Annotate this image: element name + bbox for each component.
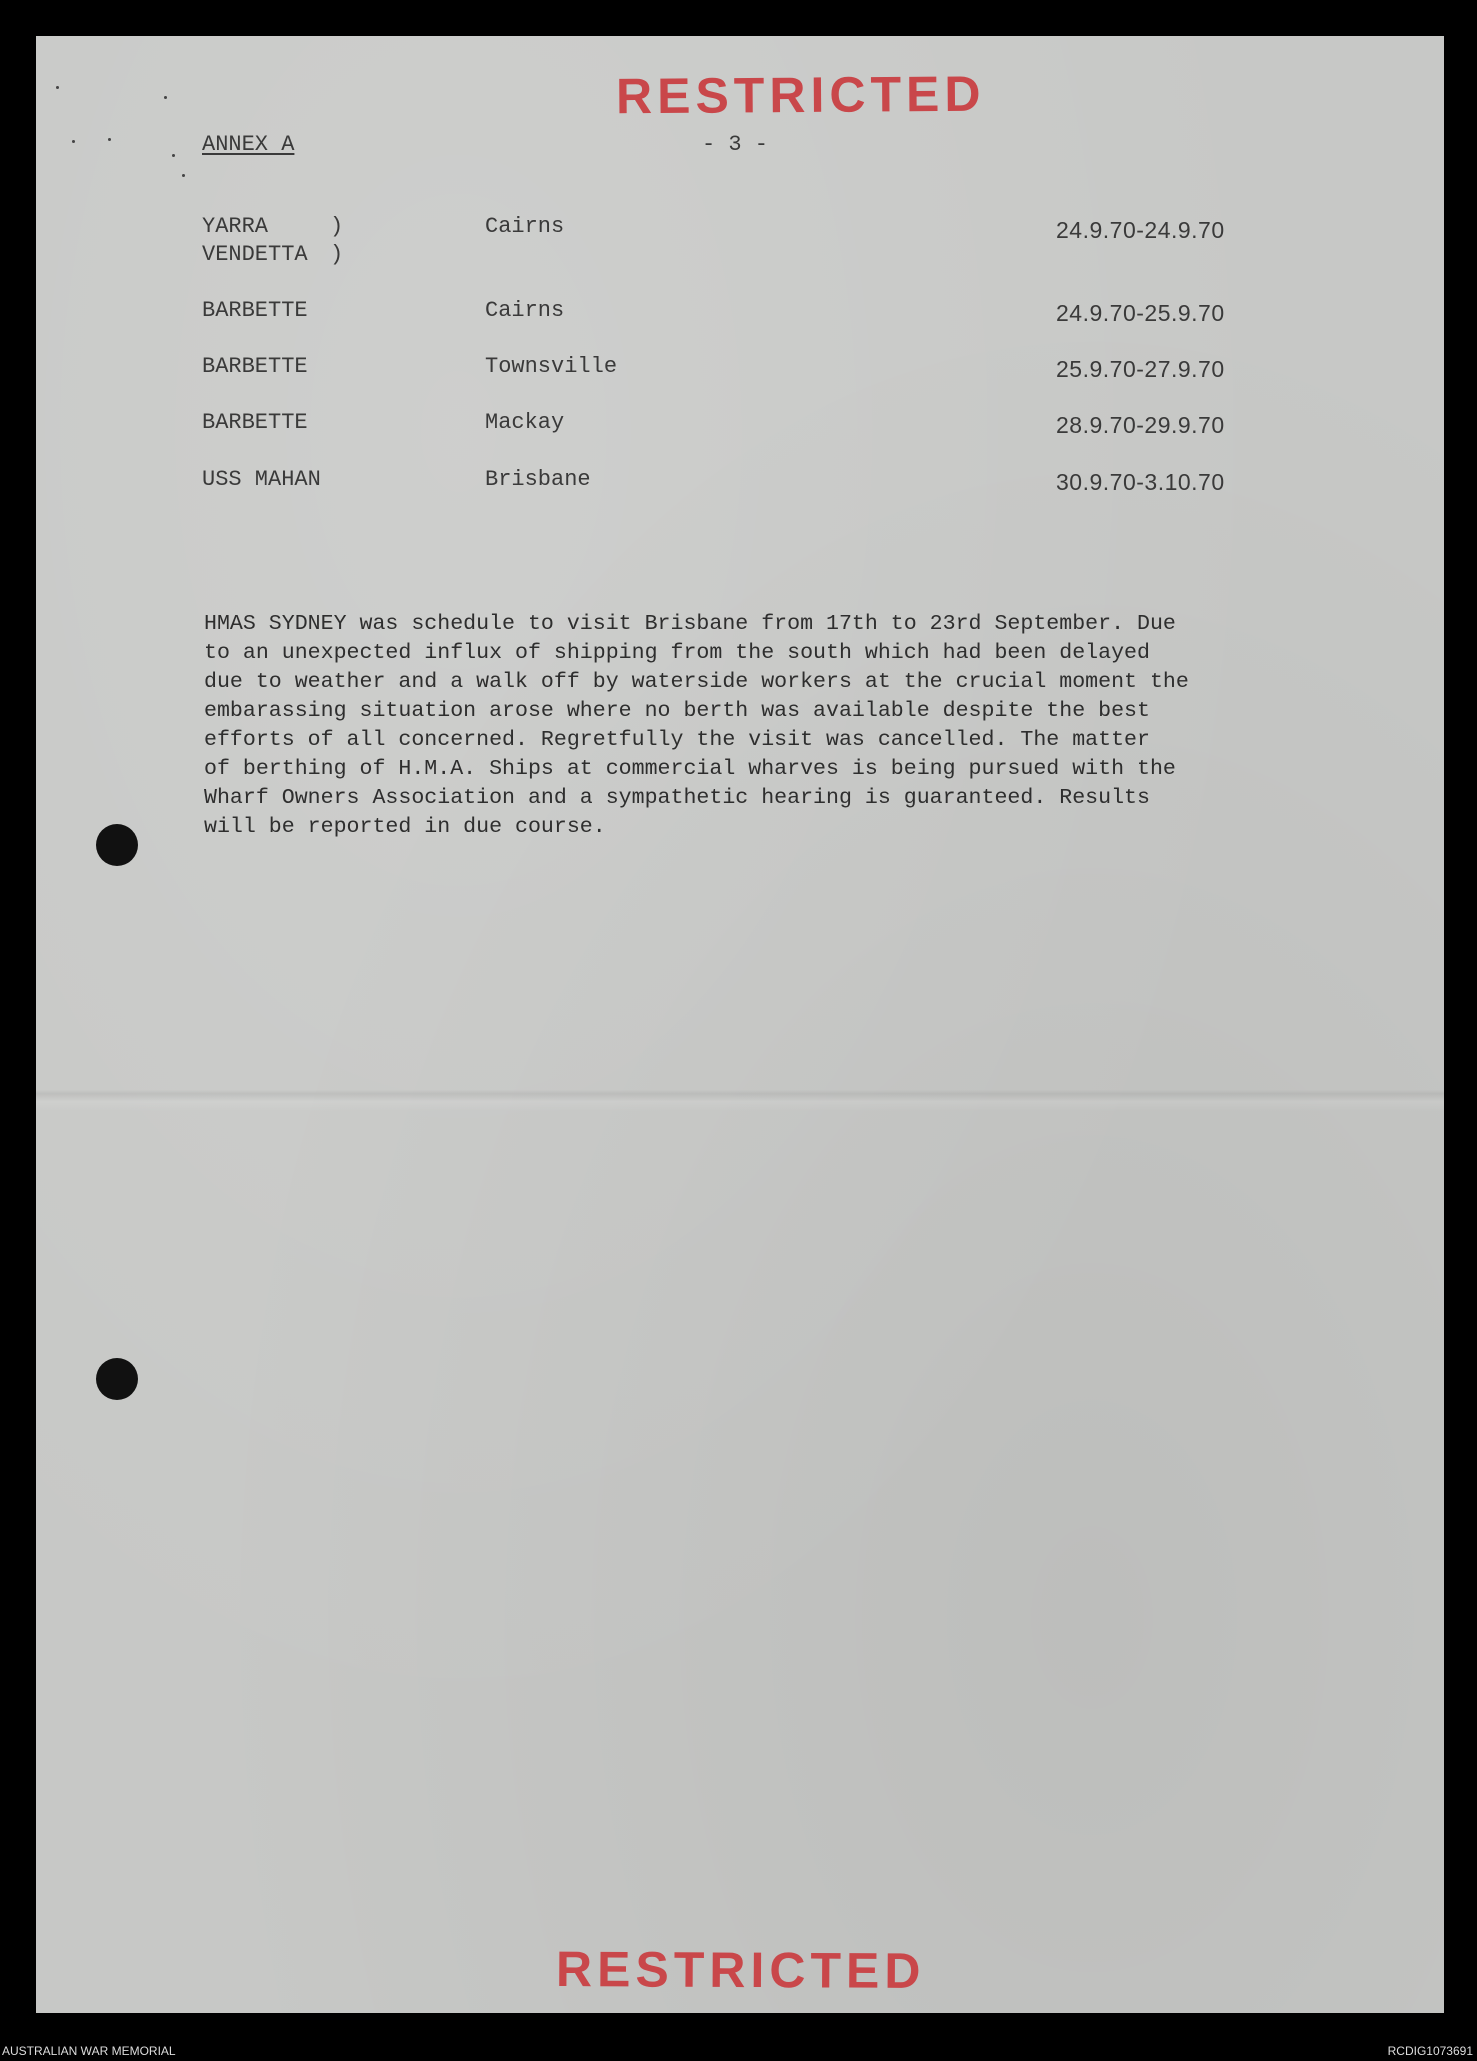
visit-dates: 25.9.70-27.9.70 <box>1056 356 1225 382</box>
port-name: Townsville <box>485 354 618 379</box>
ship-name: BARBETTE <box>202 298 308 323</box>
port-name: Mackay <box>485 410 565 435</box>
paragraph-line: due to weather and a walk off by waterside workers at the crucial moment the <box>204 670 1189 694</box>
paper-speck <box>108 138 111 141</box>
ship-name: YARRA <box>202 214 269 239</box>
paper-speck <box>72 140 75 143</box>
ship-name: VENDETTA <box>202 242 308 267</box>
paragraph-line: Wharf Owners Association and a sympathetic hearing is guaranteed. Results <box>204 786 1150 810</box>
restricted-stamp-bottom: RESTRICTED <box>555 1941 926 1999</box>
paper-speck <box>56 86 59 89</box>
ship-name: USS MAHAN <box>202 467 321 492</box>
page-number: - 3 - <box>702 132 769 157</box>
ship-name: BARBETTE <box>202 410 308 435</box>
port-name: Cairns <box>485 298 565 323</box>
visit-dates: 24.9.70-25.9.70 <box>1056 300 1225 326</box>
paper-speck <box>164 96 167 99</box>
paragraph-line: efforts of all concerned. Regretfully the visit was cancelled. The matter <box>204 728 1150 752</box>
archive-id: RCDIG1073691 <box>1387 2044 1473 2058</box>
grouping-bracket: ) <box>330 214 344 239</box>
paragraph-line: embarassing situation arose where no berth was available despite the best <box>204 699 1150 723</box>
port-name: Brisbane <box>485 467 591 492</box>
punch-hole <box>96 1358 138 1400</box>
paragraph-line: HMAS SYDNEY was schedule to visit Brisbane from 17th to 23rd September. Due <box>204 612 1176 636</box>
paper-speck <box>172 154 175 157</box>
ship-name: BARBETTE <box>202 354 308 379</box>
archive-caption: AUSTRALIAN WAR MEMORIAL <box>2 2044 176 2058</box>
annex-label: ANNEX A <box>202 132 295 157</box>
visit-dates: 28.9.70-29.9.70 <box>1056 412 1225 438</box>
grouping-bracket: ) <box>330 242 344 267</box>
punch-hole <box>96 824 138 866</box>
visit-dates: 24.9.70-24.9.70 <box>1056 217 1225 243</box>
document-page <box>36 36 1444 2013</box>
paragraph-line: to an unexpected influx of shipping from the south which had been delayed <box>204 641 1150 665</box>
paper-speck <box>182 174 185 177</box>
paragraph-line: of berthing of H.M.A. Ships at commercial wharves is being pursued with the <box>204 757 1176 781</box>
port-name: Cairns <box>485 214 565 239</box>
paragraph-line: will be reported in due course. <box>204 815 606 839</box>
body-paragraph <box>204 610 1304 842</box>
restricted-stamp-top: RESTRICTED <box>615 65 986 125</box>
visit-dates: 30.9.70-3.10.70 <box>1056 469 1225 495</box>
